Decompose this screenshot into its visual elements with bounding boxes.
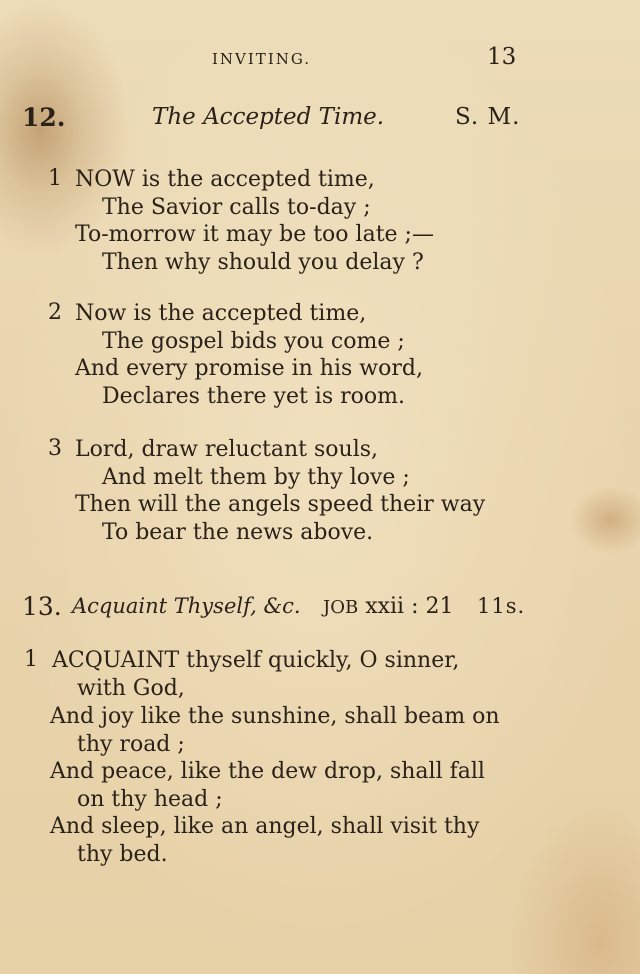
hymn-line: thy road ; <box>77 732 185 757</box>
hymn-number: 13. <box>22 592 62 621</box>
running-title: INVITING. <box>212 50 312 68</box>
verse-number: 2 <box>48 300 62 325</box>
hymn-line: Then why should you delay ? <box>102 250 424 275</box>
hymn-meter: S. M. <box>455 104 521 130</box>
reference-book: JOB <box>323 597 359 618</box>
hymn-line: with God, <box>77 676 185 701</box>
page-number: 13 <box>487 44 517 70</box>
hymn-line: NOW is the accepted time, <box>75 167 375 192</box>
hymn-line: And every promise in his word, <box>75 356 423 381</box>
hymn-line: To bear the news above. <box>102 520 374 545</box>
hymn-line: The Savior calls to-day ; <box>102 195 371 220</box>
verse-number: 1 <box>48 166 62 191</box>
hymn-line: The gospel bids you come ; <box>102 329 405 354</box>
hymn-line: And melt them by thy love ; <box>102 465 410 490</box>
hymn-line: ACQUAINT thyself quickly, O sinner, <box>52 648 460 673</box>
hymn-line: Lord, draw reluctant souls, <box>75 437 379 462</box>
hymn-line: And joy like the sunshine, shall beam on <box>50 704 500 729</box>
hymn-line: And peace, like the dew drop, shall fall <box>50 759 485 784</box>
scripture-reference <box>323 594 453 619</box>
hymn-title: Acquaint Thyself, &c. <box>72 594 301 618</box>
hymn-line: on thy head ; <box>77 787 223 812</box>
hymn-line: To-morrow it may be too late ;— <box>75 222 434 247</box>
verse-number: 3 <box>48 436 62 461</box>
hymn-title: The Accepted Time. <box>152 104 385 130</box>
hymn-number: 12. <box>22 103 66 132</box>
hymn-line: Now is the accepted time, <box>75 301 367 326</box>
reference-chapter: xxii : 21 <box>365 594 454 619</box>
hymn-line: Declares there yet is room. <box>102 384 405 409</box>
hymn-line: thy bed. <box>77 842 168 867</box>
hymn-line: Then will the angels speed their way <box>75 492 486 517</box>
hymn-meter: 11s. <box>477 594 526 618</box>
verse-number: 1 <box>24 647 38 672</box>
hymn-line: And sleep, like an angel, shall visit thy <box>50 814 480 839</box>
